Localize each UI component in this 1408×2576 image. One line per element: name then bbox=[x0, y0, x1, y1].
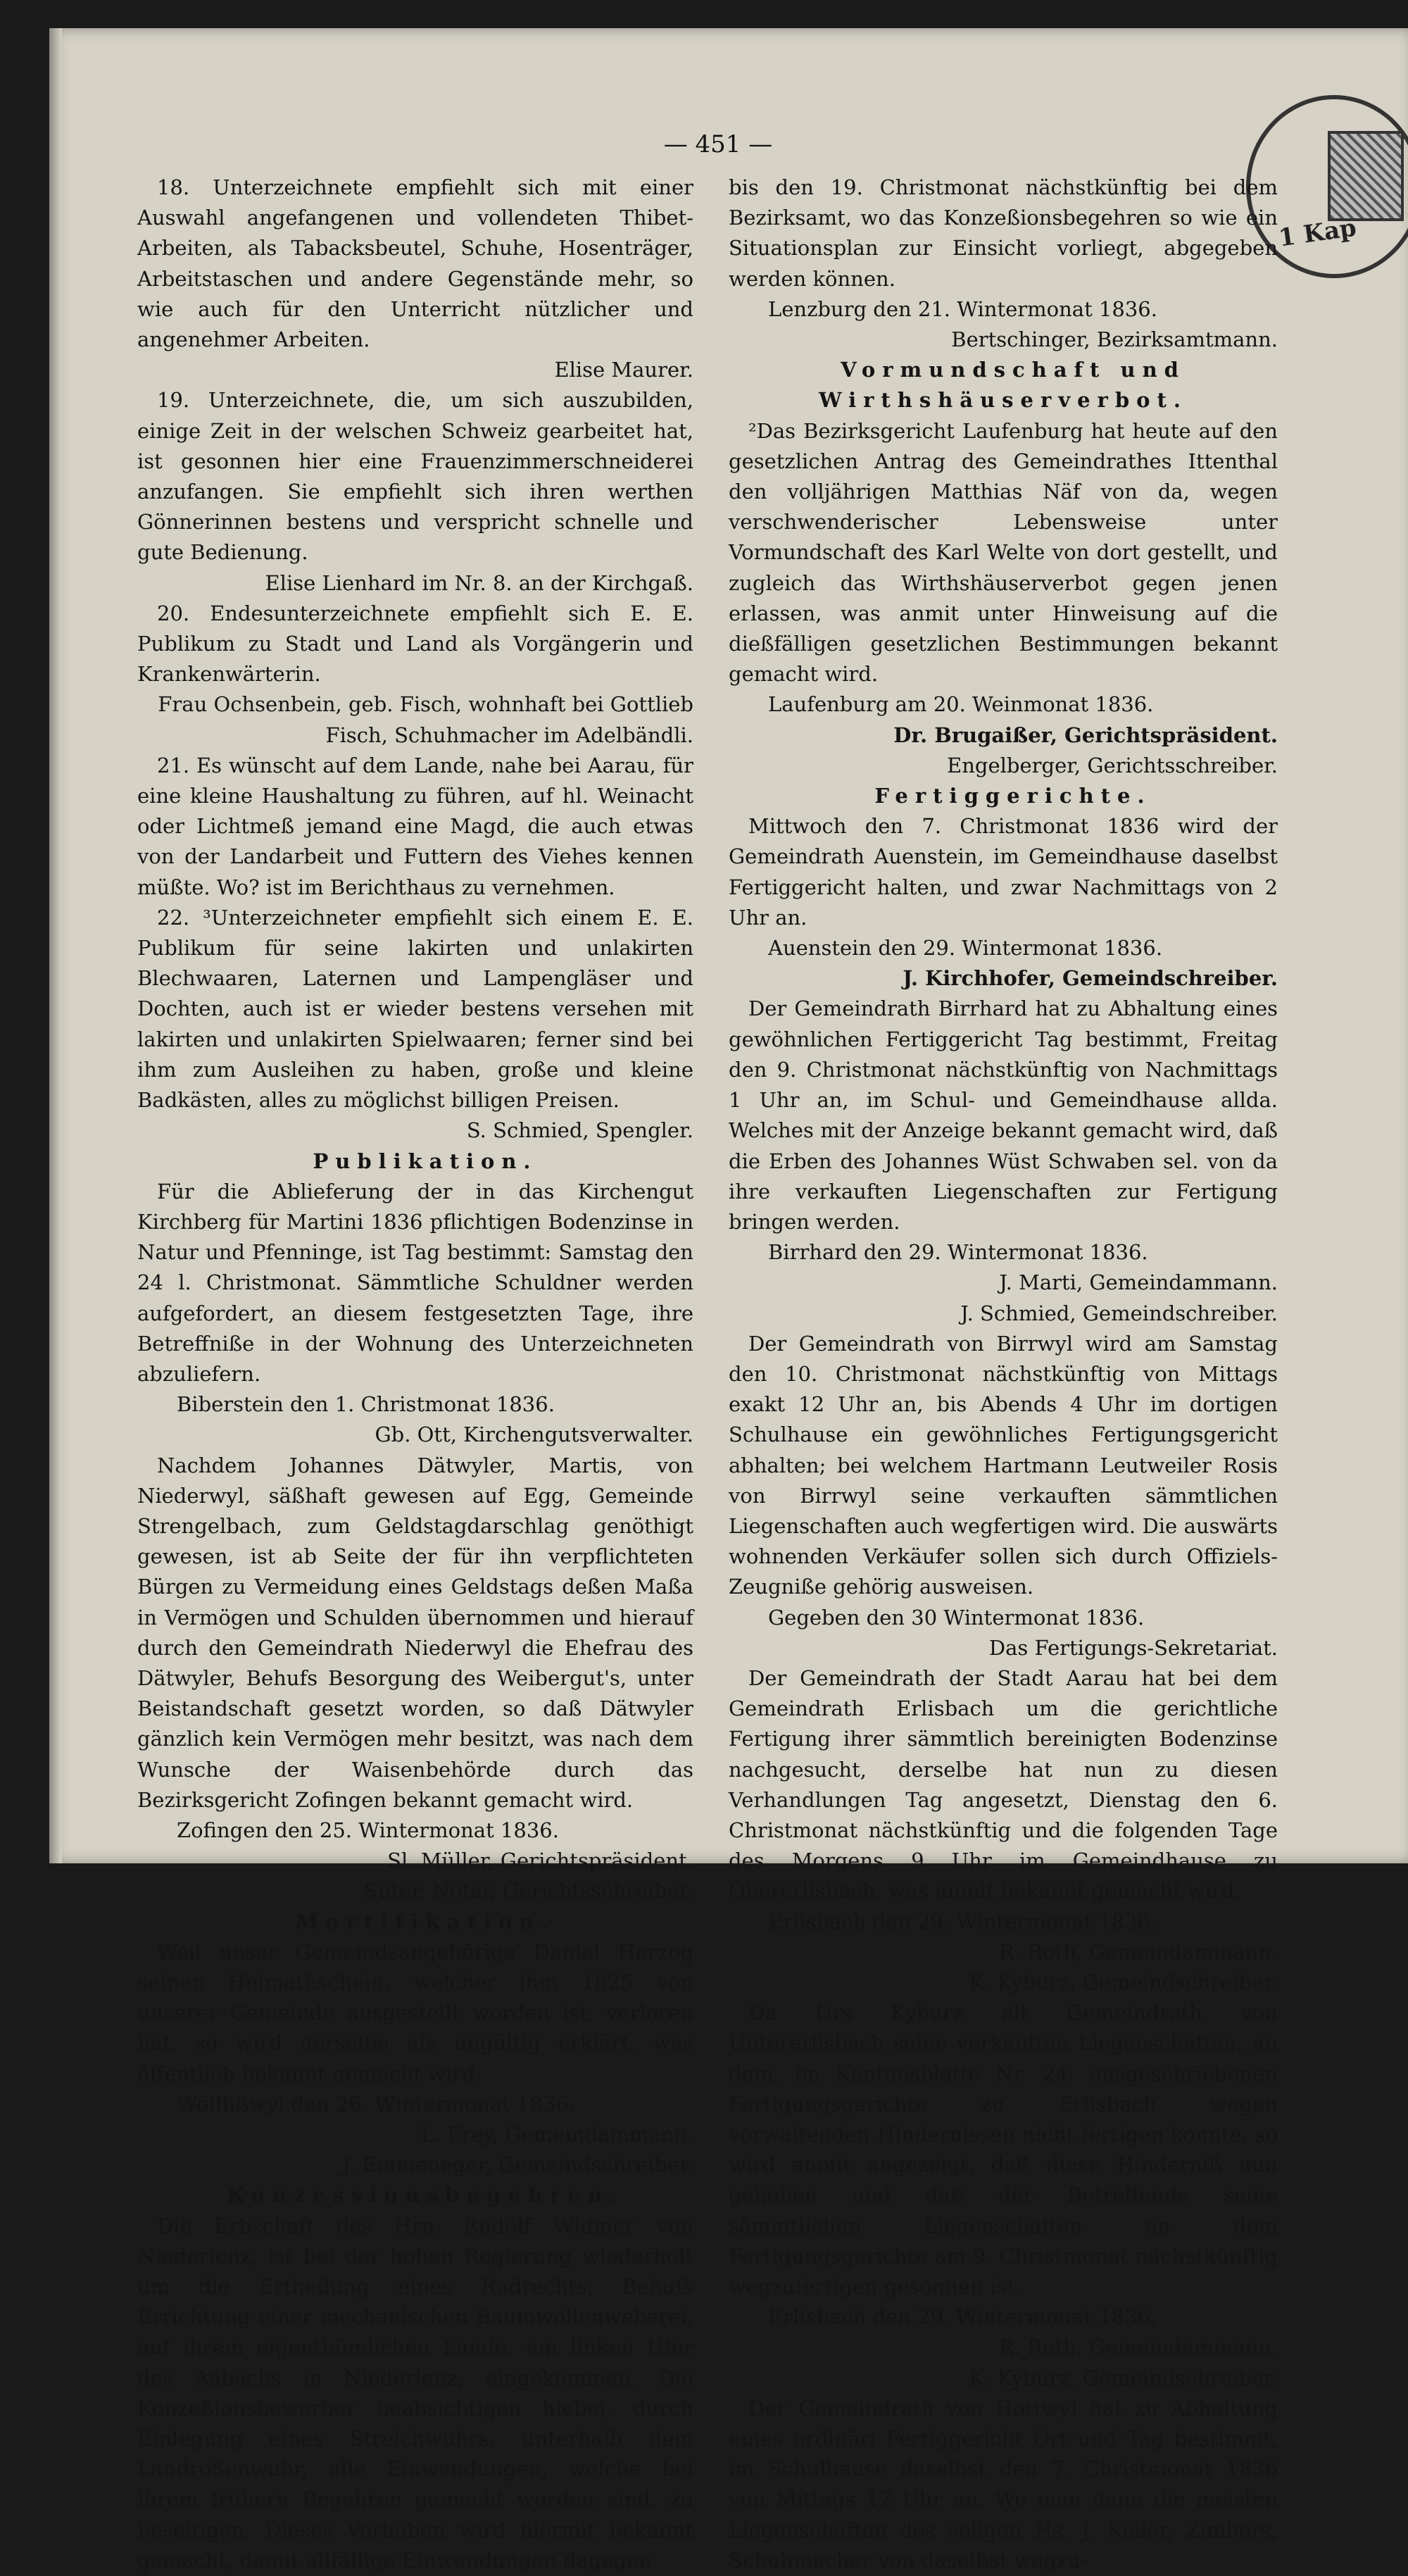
signature: R. Roth, Gemeindammann. bbox=[999, 1939, 1278, 1964]
section-heading: Publikation. bbox=[313, 1149, 538, 1173]
place-date-line: Laufenburg am 20. Weinmonat 1836. bbox=[768, 692, 1154, 717]
signature: Sl. Müller, Gerichtspräsident. bbox=[387, 1849, 693, 1873]
paragraph: 21. Es wünscht auf dem Lande, nahe bei Aarau, für eine kleine Haushaltung zu führen, auf hl. Weinacht oder Lichtmeß jemand eine Magd, die auch etwas von der Landarbeit und Futtern des Viehes kennen müßte. Wo? ist im Berichthaus zu vernehmen. bbox=[137, 753, 693, 899]
page-number: — 451 — bbox=[663, 130, 773, 158]
paragraph: Mittwoch den 7. Christmonat 1836 wird der Gemeindrath Auenstein, im Gemeindhause daselbst Fertiggericht halten, und zwar Nachmittags von 2 Uhr an. bbox=[729, 814, 1278, 930]
signature: R. Roth, Gemeindammann. bbox=[999, 2335, 1278, 2360]
signature: Gb. Ott, Kirchengutsverwalter. bbox=[375, 1423, 693, 1447]
signature: L. Frey, Gemeindammann. bbox=[420, 2122, 693, 2146]
section-heading: Fertiggerichte. bbox=[874, 784, 1152, 808]
place-date-line: Erlisbach den 29. Wintermonat 1836. bbox=[768, 1909, 1157, 1934]
paragraph: Für die Ablieferung der in das Kirchengut Kirchberg für Martini 1836 pflichtigen Bodenzinse in Natur und Pfenninge, ist Tag bestimmt: Samstag den 24 l. Christmonat. Sämmtliche Schuldner werden aufgefordert, an diesem festgesetzten Tage, ihre Betreffniße in der Wohnung des Unterzeichneten abzuliefern. bbox=[137, 1179, 693, 1386]
signature: J. Kirchhofer, Gemeindschreiber. bbox=[903, 966, 1278, 991]
signature: Elise Maurer. bbox=[554, 358, 693, 382]
signature: K. Kyburz, Gemeindschreiber. bbox=[969, 1970, 1278, 1994]
paragraph: Der Gemeindrath von Birrwyl wird am Samstag den 10. Christmonat nächstkünftig von Mittags exakt 12 Uhr an, bis Abends 4 Uhr im dortigen Schulhause ein gewöhnliches Fertigungsgericht abhalten; bei welchem Hartmann Leutweiler Rosis von Birrwyl seine verkauften sämmtlichen Liegenschaften auch wegfertigen wird. Die auswärts wohnenden Verkäufer sollen sich durch Offiziels-Zeugniße gehörig ausweisen. bbox=[729, 1331, 1278, 1599]
right-column bbox=[729, 173, 1278, 2576]
paragraph: Da Urs Kyburz alt Gemeindrath von Untererlisbach seine verkauften Liegenschaften, an dem, im Kantonsblatte Nr. 24. ausgeschriebenen Fertigungsgerichte zu Erlisbach wegen vorwaltenden Hindernissen nicht fertigen konnte, so wird anmit angezeigt, daß diese Hinderniß nun gehoben und daß der Betreffende seine sämmtlichen Liegenschaften an dem Fertigungsgerichte am 9. Christmonat nächstkünftig wegzufertigen gesonnen ist. bbox=[729, 2001, 1278, 2299]
signature: K. Kyburz, Gemeindschreiber. bbox=[969, 2365, 1278, 2390]
place-date-line: Biberstein den 1. Christmonat 1836. bbox=[177, 1392, 555, 1417]
signature: Dr. Brugaißer, Gerichtspräsident. bbox=[893, 723, 1278, 747]
section-heading: Konzessionsbegehren. bbox=[227, 2183, 624, 2208]
place-date-line: Wölflißwyl den 26. Wintermonat 1836. bbox=[177, 2092, 575, 2116]
paragraph-continued: bis den 19. Christmonat nächstkünftig bei dem Bezirksamt, wo das Konzeßionsbegehren so wie ein Situationsplan zur Einsicht vorliegt, abgegeben werden können. bbox=[729, 175, 1278, 291]
stamp-emblem-icon bbox=[1328, 131, 1404, 221]
signature: Frau Ochsenbein, geb. Fisch, wohnhaft bei Gottlieb Fisch, Schuhmacher im Adelbändli. bbox=[158, 692, 693, 747]
paragraph: Weil unser Gemeindsangehörige Daniel Herzog seinen Heimathschein, welcher ihm 1825 von unserer Gemeinde ausgestellt worden ist, verloren hat, so wird derselbe als ungültig erklärt, was öffentlich bekannt gemacht wird. bbox=[137, 1939, 693, 2086]
signature: Das Fertigungs-Sekretariat. bbox=[988, 1635, 1278, 1660]
signature: Engelberger, Gerichtsschreiber. bbox=[947, 753, 1278, 777]
section-heading: Vormundschaft und Wirthshäuserverbot. bbox=[819, 358, 1188, 413]
signature: Elise Lienhard im Nr. 8. an der Kirchgaß. bbox=[265, 570, 693, 595]
signature: J. Emmeneger, Gemeindschreiber. bbox=[341, 2153, 693, 2177]
place-date-line: Gegeben den 30 Wintermonat 1836. bbox=[768, 1605, 1145, 1630]
paragraph: Nachdem Johannes Dätwyler, Martis, von Niederwyl, säßhaft gewesen auf Egg, Gemeinde Strengelbach, zum Geldstagdarschlag genöthigt gewesen, ist ab Seite der für ihn verpflichteten Bürgen zu Vermeidung eines Geldstags deßen Maßa in Vermögen und Schulden übernommen und hierauf durch den Gemeindrath Niederwyl die Ehefrau des Dätwyler, Behufs Besorgung des Weibergut's, unter Beistandschaft gesetzt worden, so daß Dätwyler gänzlich kein Vermögen mehr besitzt, was nach dem Wunsche der Waisenbehörde durch das Bezirksgericht Zofingen bekannt gemacht wird. bbox=[137, 1453, 693, 1812]
paragraph: ²Das Bezirksgericht Laufenburg hat heute auf den gesetzlichen Antrag des Gemeindrathes Ittenthal den volljährigen Matthias Näf von da, wegen verschwenderischer Lebensweise unter Vormundschaft des Karl Welte von dort gestellt, und zugleich das Wirthshäuserverbot gegen jenen erlassen, was anmit unter Hinweisung auf die dießfälligen gesetzlichen Bestimmungen bekannt gemacht wird. bbox=[729, 418, 1278, 687]
place-date-line: Erlisbach den 29. Wintermonat 1836. bbox=[768, 2305, 1157, 2330]
paragraph: Der Gemeindrath Birrhard hat zu Abhaltung eines gewöhnlichen Fertiggericht Tag bestimmt, Freitag den 9. Christmonat nächstkünftig von Nachmittags 1 Uhr an, im Schul- und Gemeindhause allda. Welches mit der Anzeige bekannt gemacht wird, daß die Erben des Johannes Wüst Schwaben sel. von da ihre verkauften Liegenschaften zur Fertigung bringen werden. bbox=[729, 996, 1278, 1234]
place-date-line: Zofingen den 25. Wintermonat 1836. bbox=[177, 1818, 559, 1842]
place-date-line: Lenzburg den 21. Wintermonat 1836. bbox=[768, 296, 1157, 321]
signature: J. Schmied, Gemeindschreiber. bbox=[960, 1301, 1278, 1325]
left-column bbox=[137, 173, 693, 2576]
place-date-line: Auenstein den 29. Wintermonat 1836. bbox=[768, 936, 1163, 961]
signature: Suter, Notar, Gerichtsschreiber. bbox=[363, 1879, 693, 1903]
signature: J. Marti, Gemeindammann. bbox=[999, 1270, 1278, 1295]
section-heading: Mortifikation. bbox=[295, 1909, 555, 1934]
paragraph: Der Gemeindrath von Hottwyl hat zu Abhaltung eines ordinäri Fertiggericht Ort und Tag bestimmt, im Schulhause daselbst den 7. Christmonat 1836 von Mittags 12 Uhr an. Wo man dann die meisten Liegenschaften des seligen Hs. J. Keller, Zimbers, Schuhmacher von daselbst wegzu- bbox=[729, 2396, 1278, 2572]
paragraph: 18. Unterzeichnete empfiehlt sich mit einer Auswahl angefangenen und vollendeten Thibet-Arbeiten, als Tabacksbeutel, Schuhe, Hosenträger, Arbeitstaschen und andere Gegenstände mehr, so wie auch für den Unterricht nützlicher und angenehmer Arbeiten. bbox=[137, 175, 693, 352]
signature: Bertschinger, Bezirksamtmann. bbox=[951, 327, 1278, 352]
paragraph: Der Gemeindrath der Stadt Aarau hat bei dem Gemeindrath Erlisbach um die gerichtliche Fertigung ihrer sämmtlich bereinigten Bodenzinse nachgesucht, derselbe hat nun zu diesen Verhandlungen Tag angesetzt, Dienstag den 6. Christmonat nächstkünftig und die folgenden Tage des Morgens 9 Uhr im Gemeindhause zu Obererlisbach, was anmit bekannt gemacht wird. bbox=[729, 1665, 1278, 1903]
page-fold-shadow bbox=[49, 28, 62, 1863]
place-date-line: Birrhard den 29. Wintermonat 1836. bbox=[768, 1240, 1148, 1265]
paragraph: Die Erbschaft des Hrn. Rudolf Widmer von Niederlenz, ist bei der hohen Regierung wiederholt um die Ertheilung eines Radrechts, Behufs Errichtung einer mechanischen Baumwollenweberei, auf ihrem eigenthümlichen Lande, am linken Ufer des Aabachs in Niederlenz, eingekommen. Die Konzeßionsbewerber beabsichtigen hiebei, durch Einlegung eines Streichwuhrs, unterhalb dem Landroßenwuhr, alle Einwendungen, welche bei ihrem frühern Begehren gemacht worden sind, zu beseitigen. Dieses Vorhaben wird hiermit bekannt gemacht, damit allfällige Einwendungen dagegen bbox=[137, 2213, 693, 2572]
stamp-text: 1 Kap bbox=[1276, 213, 1359, 253]
paragraph: 19. Unterzeichnete, die, um sich auszubilden, einige Zeit in der welschen Schweiz gearbeitet hat, ist gesonnen hier eine Frauenzimmerschneiderei anzufangen. Sie empfiehlt sich ihren werthen Gönnerinnen bestens und verspricht schnelle und gute Bedienung. bbox=[137, 388, 693, 565]
signature: S. Schmied, Spengler. bbox=[466, 1118, 693, 1143]
paragraph: 22. ³Unterzeichneter empfiehlt sich einem E. E. Publikum für seine lakirten und unlakirten Blechwaaren, Laternen und Lampengläser und Dochten, auch ist er wieder bestens versehen mit lakirten und unlakirten Spielwaaren; ferner sind bei ihm zum Ausleihen zu haben, große und kleine Badkästen, alles zu möglichst billigen Preisen. bbox=[137, 905, 693, 1113]
paragraph: 20. Endesunterzeichnete empfiehlt sich E. E. Publikum zu Stadt und Land als Vorgängerin und Krankenwärterin. bbox=[137, 601, 693, 687]
